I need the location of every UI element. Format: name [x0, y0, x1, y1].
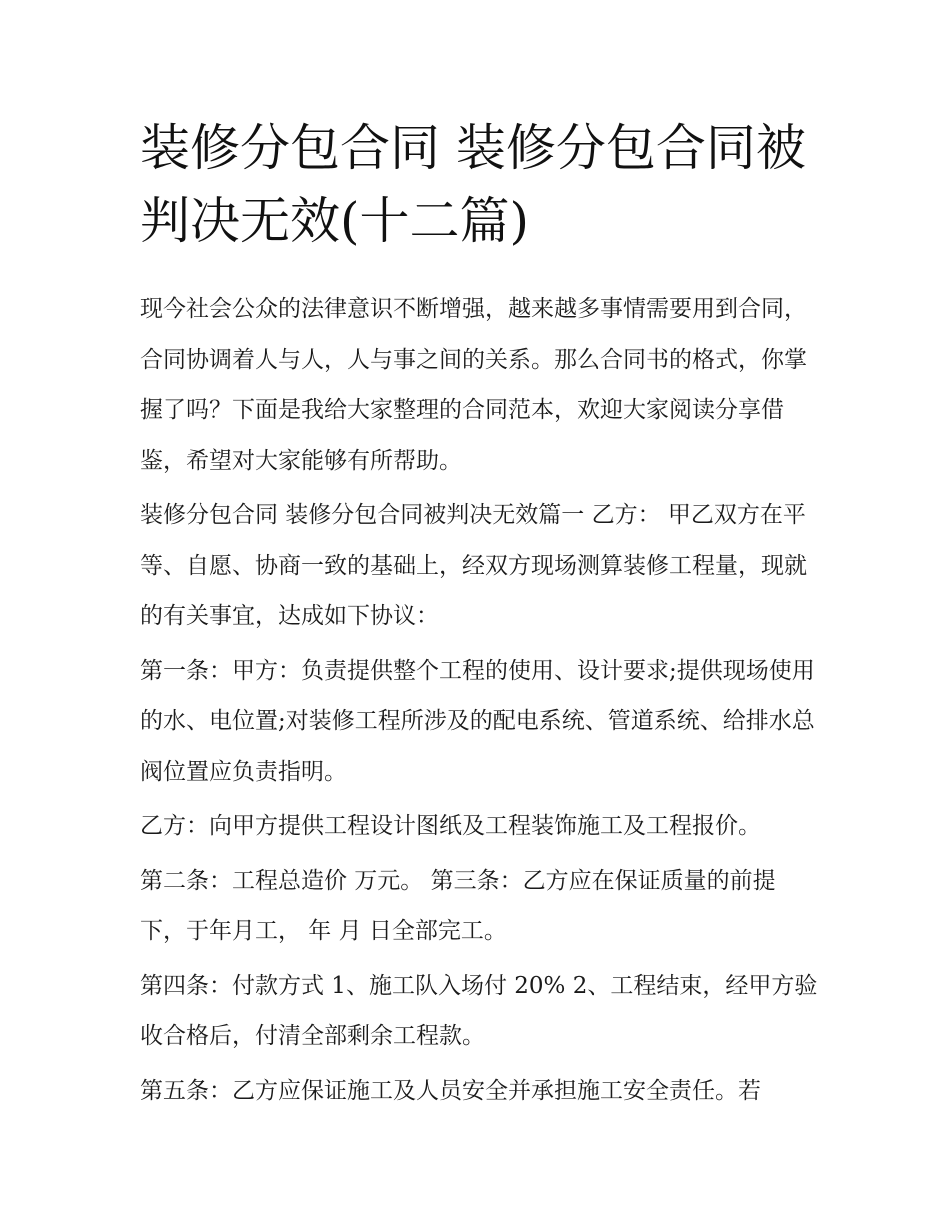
document-body: [140, 284, 820, 1116]
paragraph-contract-header: 装修分包合同 装修分包合同被判决无效篇一 乙方： 甲乙双方在平等、自愿、协商一致的基础上，经双方现场测算装修工程量，现就 的有关事宜，达成如下协议：: [140, 502, 807, 629]
paragraph-article-5: 第五条：乙方应保证施工及人员安全并承担施工安全责任。若: [140, 1077, 761, 1104]
paragraph-party-b: 乙方：向甲方提供工程设计图纸及工程装饰施工及工程报价。: [140, 813, 761, 839]
paragraph-intro: 现今社会公众的法律意识不断增强，越来越多事情需要用到合同，合同协调着人与人，人与事之间的关系。那么合同书的格式，你掌握了吗？下面是我给大家整理的合同范本，欢迎大家阅读分享借鉴，希望对大家能够有所帮助。: [140, 296, 807, 474]
paragraph-article-4: 第四条：付款方式 1、施工队入场付 20% 2、工程结束，经甲方验收合格后，付清全部剩余工程款。: [140, 972, 818, 1049]
document-title: 装修分包合同 装修分包合同被判决无效(十二篇): [140, 119, 806, 250]
paragraph-article-2-3: 第二条：工程总造价 万元。 第三条：乙方应在保证质量的前提下，于年月工， 年 月 日全部完工。: [140, 867, 776, 944]
paragraph-article-1: 第一条：甲方：负责提供整个工程的使用、设计要求;提供现场使用的水、电位置;对装修工程所涉及的配电系统、管道系统、给排水总阀位置应负责指明。: [140, 657, 815, 785]
document-content: [140, 112, 820, 1120]
